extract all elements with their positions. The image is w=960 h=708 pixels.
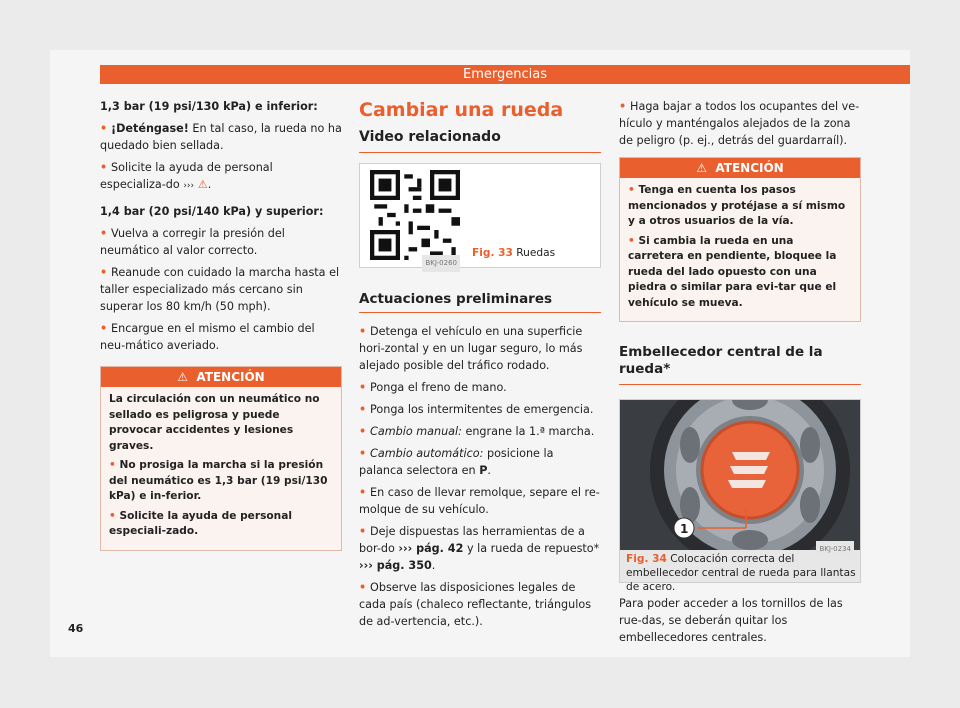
warning-triangle-icon: ⚠ — [197, 178, 208, 191]
subheading-high-pressure: 1,4 bar (20 psi/140 kPa) y superior: — [100, 205, 324, 218]
preliminary-heading: Actuaciones preliminares — [359, 291, 553, 307]
warning-box — [100, 366, 342, 551]
warning-item: • Tenga en cuenta los pasos mencionados y protéjase a sí mismo y a otros usuarios de la vía. — [628, 183, 852, 230]
list-item: • Cambio automático: posicione la palanca selectora en P. — [359, 445, 601, 479]
figure-id: BKJ-0260 — [422, 255, 460, 272]
qr-code-icon[interactable] — [370, 170, 460, 260]
warning-text: La circulación con un neumático no sellado es peligrosa y puede provocar accidentes y lesiones graves. — [109, 393, 320, 452]
callout-number: 1 — [680, 522, 689, 536]
warning-triangle-icon: ⚠ — [696, 161, 708, 175]
page-reference-link[interactable]: ››› pág. 350 — [359, 559, 432, 572]
list-item: • Ponga los intermitentes de emergencia. — [359, 401, 601, 418]
warning-item: • Si cambia la rueda en una carretera en pendiente, bloquee la rueda del lado opuesto con una piedra o similar para evi-tar que el vehículo se mueva. — [628, 234, 852, 312]
warning-triangle-icon: ⚠ — [177, 370, 189, 384]
page-number: 46 — [68, 622, 84, 635]
figure-caption: Fig. 33 Ruedas — [472, 247, 556, 259]
video-heading: Video relacionado — [359, 129, 601, 153]
list-item: • Solicite la ayuda de personal especializa-do ››› ⚠. — [100, 159, 342, 195]
body-paragraph: Para poder acceder a los tornillos de las rue-das, se deberán quitar los embellecedores centrales. — [619, 597, 843, 644]
page-title: Cambiar una rueda — [359, 99, 564, 121]
list-item: • Haga bajar a todos los ocupantes del ve-hículo y manténgalos alejados de la zona de peligro (p. ej., detrás del guardarraíl). — [619, 98, 861, 149]
list-item: • Detenga el vehículo en una superficie hori-zontal y en un lugar seguro, lo más alejado posible del tráfico rodado. — [359, 323, 601, 374]
figure-34 — [619, 399, 861, 593]
list-item: • ¡Deténgase! En tal caso, la rueda no ha quedado bien sellada. — [100, 120, 342, 154]
figure-id: BKJ-0234 — [816, 541, 854, 558]
warning-header: ⚠ ATENCIÓN — [101, 367, 341, 387]
list-item: • Deje dispuestas las herramientas de a bor-do ››› pág. 42 y la rueda de repuesto* ››› pág. 350. — [359, 523, 601, 574]
warning-item: • Solicite la ayuda de personal especiali-zado. — [109, 509, 333, 540]
column-2 — [359, 98, 601, 635]
column-3 — [619, 98, 861, 651]
list-item: • Encargue en el mismo el cambio del neu-mático averiado. — [100, 320, 342, 354]
column-1 — [100, 98, 342, 551]
figure-caption: Fig. 34 Colocación correcta del embellecedor central de rueda para llantas de acero. — [626, 553, 856, 593]
hubcap-heading: Embellecedor central de la rueda* — [619, 344, 861, 385]
warning-item: • No prosiga la marcha si la presión del neumático es 1,3 bar (19 psi/130 kPa) e in-ferior. — [109, 458, 333, 505]
figure-33 — [359, 163, 601, 268]
warning-header: ⚠ ATENCIÓN — [620, 158, 860, 178]
warning-box — [619, 157, 861, 322]
list-item: • Ponga el freno de mano. — [359, 379, 601, 396]
list-item: • En caso de llevar remolque, separe el re-molque de su vehículo. — [359, 484, 601, 518]
list-item: • Cambio manual: engrane la 1.ª marcha. — [359, 423, 601, 440]
list-item: • Observe las disposiciones legales de cada país (chaleco reflectante, triángulos de ad-vertencia, etc.). — [359, 579, 601, 630]
section-header: Emergencias — [100, 65, 910, 84]
reference-arrows[interactable]: ››› — [183, 181, 195, 191]
page-reference-link[interactable]: ››› pág. 42 — [398, 542, 464, 555]
list-item: • Vuelva a corregir la presión del neumático al valor correcto. — [100, 225, 342, 259]
subheading-low-pressure: 1,3 bar (19 psi/130 kPa) e inferior: — [100, 100, 318, 113]
wheel-hubcap-image — [620, 400, 860, 550]
page — [50, 50, 910, 657]
list-item: • Reanude con cuidado la marcha hasta el taller especializado más cercano sin superar los 80 km/h (50 mph). — [100, 264, 342, 315]
